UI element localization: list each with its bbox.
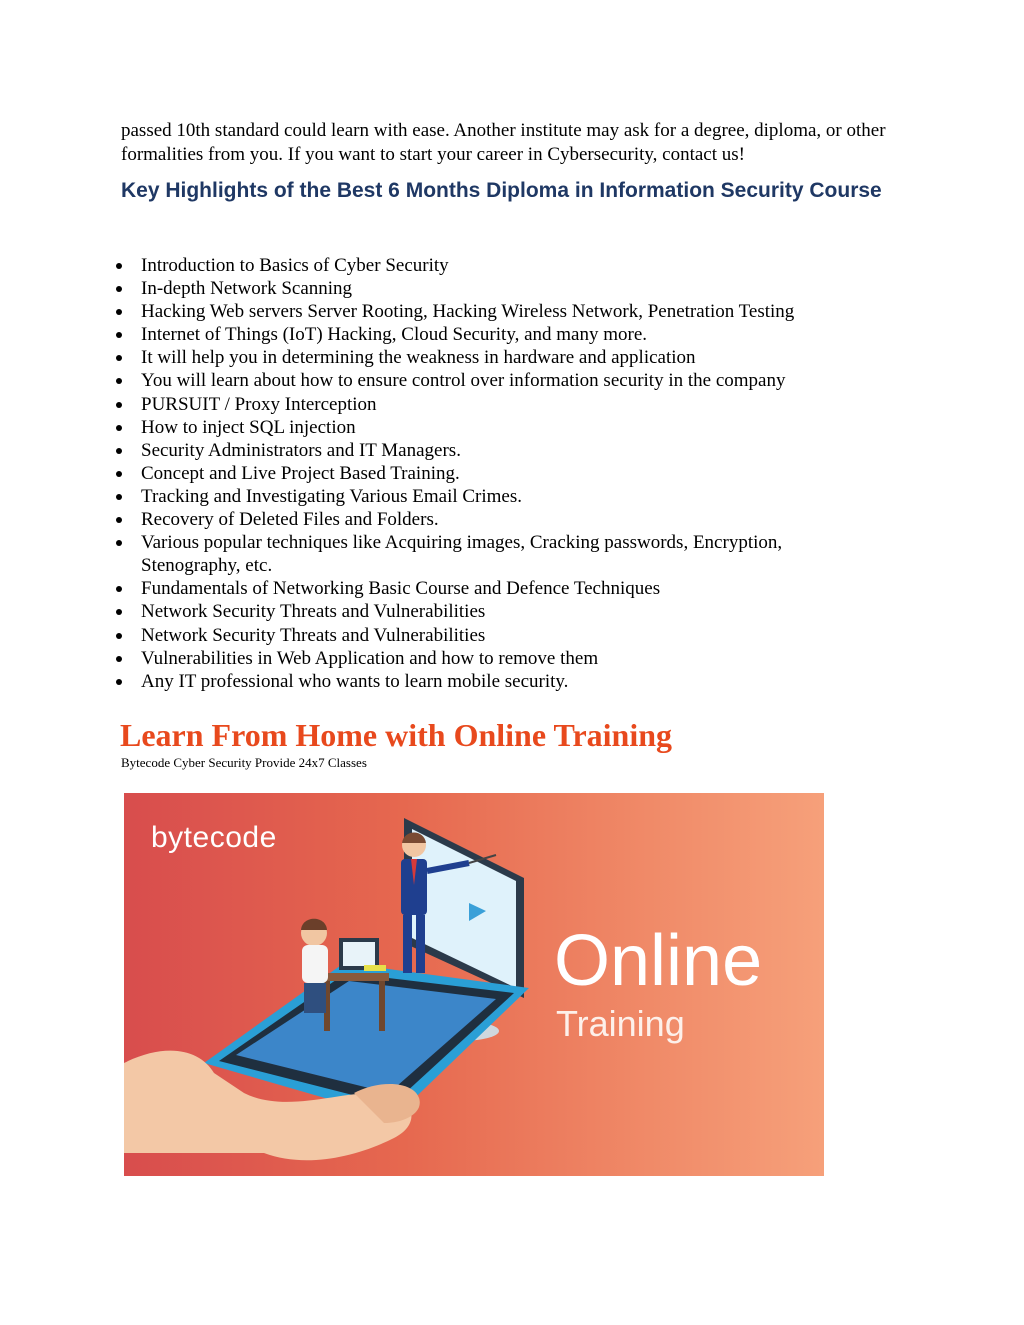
bullet-icon bbox=[116, 494, 122, 500]
highlight-item bbox=[141, 416, 861, 439]
highlight-item bbox=[141, 577, 861, 600]
bullet-icon bbox=[116, 402, 122, 408]
bytecode-logo: bytecode bbox=[151, 821, 277, 854]
highlight-text: You will learn about how to ensure control over information security in the company bbox=[141, 370, 786, 392]
banner-subtitle: Training bbox=[556, 1003, 685, 1044]
highlight-text: Hacking Web servers Server Rooting, Hacking Wireless Network, Penetration Testing bbox=[141, 301, 795, 323]
bullet-icon bbox=[116, 309, 122, 315]
highlight-item bbox=[141, 393, 861, 416]
bullet-icon bbox=[116, 609, 122, 615]
highlight-text: Network Security Threats and Vulnerabilities bbox=[141, 624, 486, 646]
highlight-text: PURSUIT / Proxy Interception bbox=[141, 393, 377, 415]
bullet-icon bbox=[116, 517, 122, 523]
bullet-icon bbox=[116, 586, 122, 592]
highlight-item bbox=[141, 508, 861, 531]
highlights-list bbox=[141, 254, 861, 693]
highlight-item bbox=[141, 277, 861, 300]
highlight-text: Any IT professional who wants to learn mobile security. bbox=[141, 670, 569, 692]
highlight-text: Network Security Threats and Vulnerabilities bbox=[141, 601, 486, 623]
bullet-icon bbox=[116, 286, 122, 292]
highlight-text: Concept and Live Project Based Training. bbox=[141, 462, 460, 484]
highlight-item bbox=[141, 369, 861, 392]
highlight-item bbox=[141, 462, 861, 485]
highlight-text: Various popular techniques like Acquiring images, Cracking passwords, Encryption, Stenography, etc. bbox=[141, 532, 783, 577]
bullet-icon bbox=[116, 263, 122, 269]
highlight-item bbox=[141, 531, 861, 577]
highlight-text: Fundamentals of Networking Basic Course and Defence Techniques bbox=[141, 578, 661, 600]
highlight-item bbox=[141, 254, 861, 277]
online-training-banner bbox=[124, 793, 824, 1176]
highlight-text: Security Administrators and IT Managers. bbox=[141, 439, 461, 461]
bullet-icon bbox=[116, 355, 122, 361]
highlight-text: Vulnerabilities in Web Application and how to remove them bbox=[141, 647, 599, 669]
highlight-text: Internet of Things (IoT) Hacking, Cloud Security, and many more. bbox=[141, 324, 648, 346]
highlight-text: It will help you in determining the weakness in hardware and application bbox=[141, 347, 696, 369]
highlight-text: In-depth Network Scanning bbox=[141, 278, 353, 300]
highlights-heading: Key Highlights of the Best 6 Months Diploma in Information Security Course bbox=[121, 179, 882, 202]
highlight-item bbox=[141, 485, 861, 508]
highlight-item bbox=[141, 670, 861, 693]
highlight-item bbox=[141, 600, 861, 623]
online-training-heading: Learn From Home with Online Training bbox=[120, 717, 673, 753]
bullet-icon bbox=[116, 540, 122, 546]
bullet-icon bbox=[116, 425, 122, 431]
highlight-item bbox=[141, 647, 861, 670]
highlight-item bbox=[141, 323, 861, 346]
highlight-text: Recovery of Deleted Files and Folders. bbox=[141, 509, 439, 531]
bullet-icon bbox=[116, 633, 122, 639]
bullet-icon bbox=[116, 378, 122, 384]
highlight-text: How to inject SQL injection bbox=[141, 416, 356, 438]
bullet-icon bbox=[116, 332, 122, 338]
highlight-text: Tracking and Investigating Various Email Crimes. bbox=[141, 485, 523, 507]
highlight-item bbox=[141, 439, 861, 462]
highlight-text: Introduction to Basics of Cyber Security bbox=[141, 255, 449, 276]
highlight-item bbox=[141, 624, 861, 647]
bullet-icon bbox=[116, 679, 122, 685]
highlight-item bbox=[141, 300, 861, 323]
online-training-subheading: Bytecode Cyber Security Provide 24x7 Classes bbox=[121, 755, 367, 770]
bullet-icon bbox=[116, 656, 122, 662]
intro-paragraph: passed 10th standard could learn with ease. Another institute may ask for a degree, diploma, or other formalities from you. If you want to start your career in Cybersecurity, contact us! bbox=[121, 120, 886, 165]
bullet-icon bbox=[116, 448, 122, 454]
bullet-icon bbox=[116, 471, 122, 477]
highlight-item bbox=[141, 346, 861, 369]
banner-title: Online bbox=[554, 921, 763, 1001]
